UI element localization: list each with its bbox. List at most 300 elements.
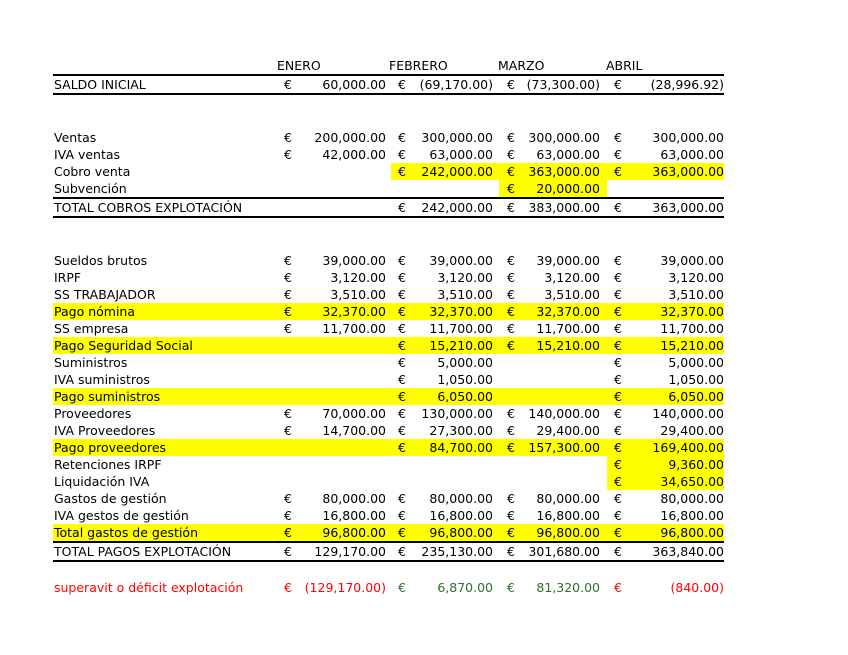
row-proveedores: [53, 405, 724, 422]
row-label[interactable]: Cobro venta: [54, 164, 131, 179]
amount: 6,050.00: [437, 389, 493, 404]
row-label[interactable]: Pago proveedores: [54, 440, 167, 455]
cell-abril[interactable]: [607, 388, 724, 405]
amount: 27,300.00: [429, 423, 493, 438]
cell-febrero[interactable]: [391, 543, 499, 560]
currency-symbol: €: [284, 253, 292, 268]
cell-abril[interactable]: [607, 337, 724, 354]
amount: 383,000.00: [528, 200, 600, 215]
row-suministros: [53, 354, 724, 371]
amount: 300,000.00: [652, 130, 724, 145]
cell-febrero[interactable]: [391, 269, 499, 286]
currency-symbol: €: [614, 372, 622, 387]
amount: (840.00): [670, 580, 724, 595]
amount: 63,000.00: [536, 147, 600, 162]
column-header-febrero[interactable]: FEBRERO: [389, 58, 448, 73]
cell-abril[interactable]: [607, 524, 724, 541]
cell-marzo[interactable]: [499, 146, 607, 163]
amount: 63,000.00: [429, 147, 493, 162]
cell-enero[interactable]: [279, 371, 391, 388]
amount: 39,000.00: [660, 253, 724, 268]
cell-enero[interactable]: [279, 439, 391, 456]
cell-enero[interactable]: [279, 473, 391, 490]
row-label[interactable]: TOTAL COBROS EXPLOTACIÓN: [54, 200, 243, 215]
currency-symbol: €: [284, 491, 292, 506]
currency-symbol: €: [398, 544, 406, 559]
currency-symbol: €: [507, 406, 515, 421]
row-label[interactable]: Pago suministros: [54, 389, 161, 404]
currency-symbol: €: [398, 389, 406, 404]
cell-abril[interactable]: [607, 320, 724, 337]
cell-febrero[interactable]: [391, 405, 499, 422]
cell-enero[interactable]: [279, 456, 391, 473]
cell-febrero[interactable]: [391, 337, 499, 354]
currency-symbol: €: [507, 440, 515, 455]
amount: (28,996.92): [650, 77, 724, 92]
row-cobro-venta: [53, 163, 724, 180]
row-label[interactable]: IVA Proveedores: [54, 423, 156, 438]
amount: 11,700.00: [429, 321, 493, 336]
row-label[interactable]: Retenciones IRPF: [54, 457, 162, 472]
cell-marzo[interactable]: [499, 129, 607, 146]
amount: 63,000.00: [660, 147, 724, 162]
cell-febrero[interactable]: [391, 490, 499, 507]
cell-marzo[interactable]: [499, 252, 607, 269]
row-iva-suministros: [53, 371, 724, 388]
currency-symbol: €: [507, 200, 515, 215]
currency-symbol: €: [398, 440, 406, 455]
currency-symbol: €: [507, 77, 515, 92]
cell-marzo[interactable]: [499, 269, 607, 286]
currency-symbol: €: [507, 491, 515, 506]
currency-symbol: €: [398, 372, 406, 387]
amount: 3,120.00: [437, 270, 493, 285]
amount: 39,000.00: [536, 253, 600, 268]
row-label[interactable]: IVA gestos de gestión: [54, 508, 189, 523]
row-label[interactable]: SALDO INICIAL: [54, 77, 146, 92]
currency-symbol: €: [614, 130, 622, 145]
cell-enero[interactable]: [279, 303, 391, 320]
currency-symbol: €: [507, 508, 515, 523]
currency-symbol: €: [284, 304, 292, 319]
currency-symbol: €: [614, 164, 622, 179]
currency-symbol: €: [398, 253, 406, 268]
currency-symbol: €: [398, 423, 406, 438]
cell-marzo[interactable]: [499, 507, 607, 524]
cell-marzo[interactable]: [499, 163, 607, 180]
amount: 3,120.00: [668, 270, 724, 285]
currency-symbol: €: [614, 304, 622, 319]
currency-symbol: €: [284, 77, 292, 92]
currency-symbol: €: [614, 389, 622, 404]
cell-febrero[interactable]: [391, 320, 499, 337]
amount: (69,170.00): [419, 77, 493, 92]
column-header-abril[interactable]: ABRIL: [606, 58, 643, 73]
cell-febrero[interactable]: [391, 129, 499, 146]
cell-enero[interactable]: [279, 269, 391, 286]
currency-symbol: €: [284, 423, 292, 438]
cell-febrero[interactable]: [391, 524, 499, 541]
cell-enero[interactable]: [279, 320, 391, 337]
cell-febrero[interactable]: [391, 422, 499, 439]
cell-enero[interactable]: [279, 146, 391, 163]
cell-marzo[interactable]: [499, 286, 607, 303]
amount: 39,000.00: [322, 253, 386, 268]
amount: 5,000.00: [668, 355, 724, 370]
amount: 3,120.00: [544, 270, 600, 285]
currency-symbol: €: [614, 423, 622, 438]
cell-abril[interactable]: [607, 303, 724, 320]
row-label[interactable]: Proveedores: [54, 406, 132, 421]
row-pago-nomina: [53, 303, 724, 320]
currency-symbol: €: [284, 406, 292, 421]
cell-enero[interactable]: [279, 180, 391, 197]
currency-symbol: €: [507, 130, 515, 145]
cell-marzo[interactable]: [499, 405, 607, 422]
cell-febrero[interactable]: [391, 439, 499, 456]
amount: 32,370.00: [429, 304, 493, 319]
amount: 169,400.00: [652, 440, 724, 455]
row-label[interactable]: Total gastos de gestión: [54, 525, 198, 540]
cell-marzo[interactable]: [499, 180, 607, 197]
currency-symbol: €: [284, 525, 292, 540]
cell-marzo[interactable]: [499, 422, 607, 439]
currency-symbol: €: [398, 304, 406, 319]
amount: 3,510.00: [544, 287, 600, 302]
currency-symbol: €: [507, 423, 515, 438]
cell-febrero[interactable]: [391, 579, 499, 596]
currency-symbol: €: [614, 77, 622, 92]
cell-enero[interactable]: [279, 507, 391, 524]
amount: (73,300.00): [526, 77, 600, 92]
cell-enero[interactable]: [279, 252, 391, 269]
amount: 3,510.00: [330, 287, 386, 302]
currency-symbol: €: [507, 321, 515, 336]
row-label[interactable]: IVA suministros: [54, 372, 150, 387]
row-pago-suministros: [53, 388, 724, 405]
currency-symbol: €: [398, 164, 406, 179]
currency-symbol: €: [398, 270, 406, 285]
cell-enero[interactable]: [279, 490, 391, 507]
cell-abril[interactable]: [607, 146, 724, 163]
cell-febrero[interactable]: [391, 507, 499, 524]
cell-abril[interactable]: [607, 76, 724, 93]
cell-enero[interactable]: [279, 524, 391, 541]
cell-abril[interactable]: [607, 371, 724, 388]
cell-marzo[interactable]: [499, 439, 607, 456]
amount: 363,840.00: [652, 544, 724, 559]
cell-febrero[interactable]: [391, 286, 499, 303]
row-pago-proveedores: [53, 439, 724, 456]
cell-abril[interactable]: [607, 252, 724, 269]
cell-abril[interactable]: [607, 405, 724, 422]
cell-febrero[interactable]: [391, 388, 499, 405]
amount: 5,000.00: [437, 355, 493, 370]
cell-abril[interactable]: [607, 439, 724, 456]
amount: 301,680.00: [528, 544, 600, 559]
row-iva-gestos-de-gestion: [53, 507, 724, 524]
currency-symbol: €: [507, 525, 515, 540]
cell-enero[interactable]: [279, 76, 391, 93]
currency-symbol: €: [614, 474, 622, 489]
cell-marzo[interactable]: [499, 354, 607, 371]
currency-symbol: €: [614, 457, 622, 472]
row-liquidacion-iva: [53, 473, 724, 490]
cell-marzo[interactable]: [499, 490, 607, 507]
amount: 80,000.00: [536, 491, 600, 506]
total-cobros-row: [53, 197, 724, 218]
amount: 129,170.00: [314, 544, 386, 559]
amount: 32,370.00: [322, 304, 386, 319]
cell-febrero[interactable]: [391, 146, 499, 163]
cell-febrero[interactable]: [391, 199, 499, 216]
amount: 96,800.00: [322, 525, 386, 540]
amount: (129,170.00): [304, 580, 386, 595]
superavit-row: [53, 579, 724, 596]
cell-febrero[interactable]: [391, 473, 499, 490]
cell-febrero[interactable]: [391, 163, 499, 180]
currency-symbol: €: [614, 544, 622, 559]
currency-symbol: €: [284, 287, 292, 302]
cell-marzo[interactable]: [499, 388, 607, 405]
amount: 15,210.00: [660, 338, 724, 353]
amount: 16,800.00: [322, 508, 386, 523]
spreadsheet: [53, 57, 724, 596]
amount: 6,050.00: [668, 389, 724, 404]
amount: 20,000.00: [536, 181, 600, 196]
row-ventas: [53, 129, 724, 146]
row-label[interactable]: TOTAL PAGOS EXPLOTACIÓN: [54, 544, 232, 559]
cell-marzo[interactable]: [499, 76, 607, 93]
amount: 1,050.00: [668, 372, 724, 387]
cell-enero[interactable]: [279, 163, 391, 180]
row-label[interactable]: Pago nómina: [54, 304, 135, 319]
amount: 3,120.00: [330, 270, 386, 285]
currency-symbol: €: [398, 130, 406, 145]
cell-enero[interactable]: [279, 543, 391, 560]
currency-symbol: €: [398, 355, 406, 370]
row-iva-proveedores: [53, 422, 724, 439]
currency-symbol: €: [507, 544, 515, 559]
amount: 84,700.00: [429, 440, 493, 455]
amount: 14,700.00: [322, 423, 386, 438]
cell-marzo[interactable]: [499, 371, 607, 388]
cell-abril[interactable]: [607, 269, 724, 286]
currency-symbol: €: [614, 406, 622, 421]
cell-abril[interactable]: [607, 354, 724, 371]
currency-symbol: €: [614, 147, 622, 162]
cell-abril[interactable]: [607, 163, 724, 180]
cell-abril[interactable]: [607, 199, 724, 216]
row-pago-seguridad-social: [53, 337, 724, 354]
currency-symbol: €: [507, 304, 515, 319]
currency-symbol: €: [398, 338, 406, 353]
cell-abril[interactable]: [607, 422, 724, 439]
cell-enero[interactable]: [279, 405, 391, 422]
currency-symbol: €: [398, 491, 406, 506]
amount: 15,210.00: [429, 338, 493, 353]
amount: 11,700.00: [660, 321, 724, 336]
currency-symbol: €: [614, 270, 622, 285]
row-label[interactable]: Ventas: [54, 130, 97, 145]
row-label[interactable]: Sueldos brutos: [54, 253, 148, 268]
cell-enero[interactable]: [279, 579, 391, 596]
amount: 80,000.00: [429, 491, 493, 506]
currency-symbol: €: [507, 253, 515, 268]
row-label[interactable]: Gastos de gestión: [54, 491, 167, 506]
amount: 16,800.00: [429, 508, 493, 523]
row-label[interactable]: SS empresa: [54, 321, 129, 336]
amount: 81,320.00: [536, 580, 600, 595]
cell-abril[interactable]: [607, 286, 724, 303]
currency-symbol: €: [284, 544, 292, 559]
cell-febrero[interactable]: [391, 76, 499, 93]
cobros-section: [53, 129, 724, 197]
row-label[interactable]: IRPF: [54, 270, 82, 285]
cell-marzo[interactable]: [499, 473, 607, 490]
cell-abril[interactable]: [607, 490, 724, 507]
currency-symbol: €: [507, 580, 515, 595]
cell-febrero[interactable]: [391, 252, 499, 269]
row-label[interactable]: Suministros: [54, 355, 128, 370]
currency-symbol: €: [614, 491, 622, 506]
row-gastos-de-gestion: [53, 490, 724, 507]
amount: 29,400.00: [536, 423, 600, 438]
cell-enero[interactable]: [279, 388, 391, 405]
total-pagos-row: [53, 541, 724, 562]
amount: 200,000.00: [314, 130, 386, 145]
amount: 140,000.00: [528, 406, 600, 421]
cell-enero[interactable]: [279, 199, 391, 216]
amount: 80,000.00: [322, 491, 386, 506]
cell-enero[interactable]: [279, 422, 391, 439]
amount: 3,510.00: [437, 287, 493, 302]
currency-symbol: €: [284, 580, 292, 595]
amount: 39,000.00: [429, 253, 493, 268]
currency-symbol: €: [507, 338, 515, 353]
amount: 157,300.00: [528, 440, 600, 455]
currency-symbol: €: [614, 253, 622, 268]
cell-abril[interactable]: [607, 543, 724, 560]
amount: 96,800.00: [536, 525, 600, 540]
amount: 363,000.00: [528, 164, 600, 179]
amount: 16,800.00: [660, 508, 724, 523]
amount: 130,000.00: [421, 406, 493, 421]
currency-symbol: €: [614, 355, 622, 370]
amount: 32,370.00: [660, 304, 724, 319]
row-label[interactable]: Liquidación IVA: [54, 474, 150, 489]
amount: 363,000.00: [652, 200, 724, 215]
row-label[interactable]: Pago Seguridad Social: [54, 338, 193, 353]
amount: 34,650.00: [660, 474, 724, 489]
currency-symbol: €: [507, 147, 515, 162]
currency-symbol: €: [614, 338, 622, 353]
amount: 363,000.00: [652, 164, 724, 179]
amount: 16,800.00: [536, 508, 600, 523]
cell-marzo[interactable]: [499, 199, 607, 216]
cell-enero[interactable]: [279, 286, 391, 303]
row-label[interactable]: Subvención: [54, 181, 127, 196]
row-label[interactable]: SS TRABAJADOR: [54, 287, 156, 302]
cell-abril[interactable]: [607, 473, 724, 490]
cell-marzo[interactable]: [499, 337, 607, 354]
currency-symbol: €: [284, 147, 292, 162]
amount: 9,360.00: [668, 457, 724, 472]
cell-marzo[interactable]: [499, 579, 607, 596]
row-label[interactable]: IVA ventas: [54, 147, 121, 162]
currency-symbol: €: [507, 164, 515, 179]
row-ss-trabajador: [53, 286, 724, 303]
cell-febrero[interactable]: [391, 303, 499, 320]
amount: 6,870.00: [437, 580, 493, 595]
pagos-section: [53, 252, 724, 541]
cell-febrero[interactable]: [391, 180, 499, 197]
header-row: [53, 57, 724, 74]
amount: 300,000.00: [528, 130, 600, 145]
cell-abril[interactable]: [607, 456, 724, 473]
currency-symbol: €: [614, 580, 622, 595]
currency-symbol: €: [614, 440, 622, 455]
currency-symbol: €: [398, 508, 406, 523]
cell-marzo[interactable]: [499, 543, 607, 560]
amount: 300,000.00: [421, 130, 493, 145]
currency-symbol: €: [398, 525, 406, 540]
cell-febrero[interactable]: [391, 371, 499, 388]
row-irpf: [53, 269, 724, 286]
currency-symbol: €: [507, 287, 515, 302]
cell-abril[interactable]: [607, 180, 724, 197]
row-sueldos-brutos: [53, 252, 724, 269]
cell-abril[interactable]: [607, 507, 724, 524]
currency-symbol: €: [614, 200, 622, 215]
amount: 235,130.00: [421, 544, 493, 559]
cell-marzo[interactable]: [499, 456, 607, 473]
cell-enero[interactable]: [279, 337, 391, 354]
amount: 29,400.00: [660, 423, 724, 438]
row-iva-ventas: [53, 146, 724, 163]
amount: 32,370.00: [536, 304, 600, 319]
currency-symbol: €: [507, 270, 515, 285]
row-subvencion: [53, 180, 724, 197]
cell-enero[interactable]: [279, 354, 391, 371]
currency-symbol: €: [614, 287, 622, 302]
column-header-marzo[interactable]: MARZO: [498, 58, 545, 73]
amount: 70,000.00: [322, 406, 386, 421]
currency-symbol: €: [398, 321, 406, 336]
amount: 96,800.00: [429, 525, 493, 540]
row-ss-empresa: [53, 320, 724, 337]
cell-marzo[interactable]: [499, 320, 607, 337]
cell-enero[interactable]: [279, 129, 391, 146]
amount: 1,050.00: [437, 372, 493, 387]
cell-febrero[interactable]: [391, 456, 499, 473]
currency-symbol: €: [284, 321, 292, 336]
amount: 242,000.00: [421, 200, 493, 215]
currency-symbol: €: [614, 508, 622, 523]
cell-abril[interactable]: [607, 129, 724, 146]
cell-marzo[interactable]: [499, 524, 607, 541]
cell-febrero[interactable]: [391, 354, 499, 371]
currency-symbol: €: [398, 287, 406, 302]
amount: 11,700.00: [536, 321, 600, 336]
column-header-enero[interactable]: ENERO: [277, 58, 321, 73]
currency-symbol: €: [398, 147, 406, 162]
amount: 11,700.00: [322, 321, 386, 336]
cell-abril[interactable]: [607, 579, 724, 596]
row-label[interactable]: superavit o déficit explotación: [54, 580, 244, 595]
saldo-inicial-row: [53, 74, 724, 95]
cell-marzo[interactable]: [499, 303, 607, 320]
